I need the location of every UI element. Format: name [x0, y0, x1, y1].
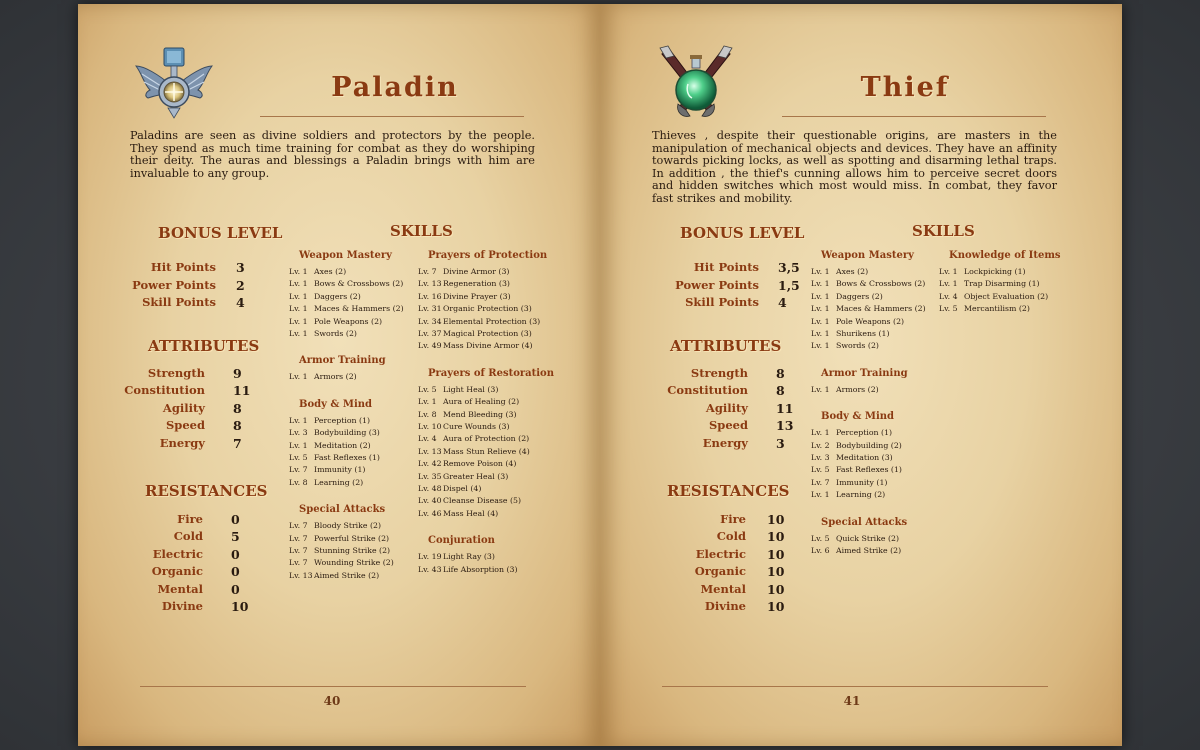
stat-row	[78, 277, 245, 295]
skill-name: Aura of Protection (2)	[443, 434, 530, 444]
skill-name: Trap Disarming (1)	[964, 279, 1040, 289]
stat-row	[600, 529, 785, 546]
stat-value: 13	[776, 418, 794, 434]
skill-level: Lv. 1	[289, 291, 308, 301]
skill-name: Mercantilism (2)	[964, 304, 1030, 314]
skill-name: Bloody Strike (2)	[314, 521, 382, 531]
skill-name: Mend Bleeding (3)	[443, 409, 517, 419]
skill-name: Axes (2)	[836, 267, 869, 276]
skill-level: Lv. 1	[289, 329, 308, 338]
skill-level: Lv. 7	[289, 521, 308, 531]
skill-level: Lv. 1	[289, 372, 308, 382]
stat-row	[78, 366, 242, 383]
skill-name: Lockpicking (1)	[964, 267, 1026, 276]
skill-name: Bodybuilding (3)	[314, 428, 380, 438]
stat-label: Divine	[161, 599, 203, 613]
skill-name: Mass Stun Relieve (4)	[443, 446, 530, 456]
skill-name: Immunity (1)	[314, 465, 366, 475]
skill-group-title: Weapon Mastery	[299, 250, 392, 261]
skill-name: Maces & Hammers (2)	[836, 304, 926, 314]
stat-label: Agility	[705, 400, 748, 415]
page-right	[600, 4, 1122, 746]
skill-level: Lv. 43	[418, 564, 442, 574]
skill-name: Learning (2)	[314, 477, 364, 487]
skills-heading: SKILLS	[912, 222, 975, 240]
skill-name: Mass Divine Armor (4)	[443, 341, 533, 351]
bonus-level-heading: BONUS LEVEL	[158, 224, 283, 242]
stat-row	[600, 546, 785, 564]
class-title: Paladin	[331, 72, 459, 103]
skill-level: Lv. 4	[418, 434, 437, 444]
skill-level: Lv. 7	[289, 546, 308, 555]
skill-level: Lv. 1	[811, 490, 830, 500]
stat-row	[78, 581, 240, 599]
skill-name: Greater Heal (3)	[443, 471, 509, 481]
skill-level: Lv. 1	[289, 267, 308, 276]
stat-row	[78, 546, 240, 564]
skill-level: Lv. 1	[939, 279, 958, 289]
stat-label: Mental	[157, 581, 203, 596]
stat-row	[78, 295, 245, 312]
skill-group-title: Armor Training	[299, 355, 386, 367]
stat-value: 10	[231, 599, 249, 614]
skill-name: Perception (1)	[314, 415, 371, 425]
stat-value: 10	[767, 529, 785, 545]
skill-level: Lv. 13	[418, 446, 442, 456]
stat-label: Cold	[716, 529, 746, 544]
crossed-daggers-potion-icon	[656, 44, 736, 124]
stat-label: Electric	[152, 546, 203, 561]
stat-value: 1,5	[778, 277, 800, 293]
stat-row	[600, 366, 785, 383]
skill-name: Aimed Strike (2)	[836, 546, 902, 555]
skill-name: Meditation (3)	[836, 453, 893, 462]
stat-label: Speed	[708, 418, 748, 433]
skill-level: Lv. 1	[811, 291, 830, 301]
stat-label: Strength	[690, 366, 748, 380]
stat-row	[600, 581, 785, 599]
skill-name: Pole Weapons (2)	[836, 316, 905, 326]
skill-name: Immunity (1)	[836, 477, 888, 487]
skill-name: Armors (2)	[836, 384, 879, 394]
stat-row	[78, 260, 245, 277]
skill-level: Lv. 1	[811, 384, 830, 394]
attributes-heading: ATTRIBUTES	[148, 337, 260, 355]
skill-name: Powerful Strike (2)	[314, 533, 390, 543]
stat-row	[600, 383, 785, 400]
skill-group-title: Armor Training	[821, 367, 908, 379]
skill-name: Organic Protection (3)	[443, 304, 532, 314]
stat-row	[78, 400, 242, 418]
skill-name: Elemental Protection (3)	[443, 316, 541, 326]
stat-value: 0	[231, 546, 240, 562]
stat-label: Skill Points	[142, 295, 216, 309]
stat-row	[600, 295, 787, 312]
stat-row	[600, 512, 785, 529]
stat-label: Energy	[702, 435, 748, 450]
skill-group-title: Special Attacks	[299, 504, 386, 516]
stat-value: 10	[767, 512, 785, 527]
skill-level: Lv. 34	[418, 316, 442, 326]
skill-level: Lv. 40	[418, 496, 442, 506]
stat-label: Constitution	[667, 383, 748, 398]
skill-group-title: Knowledge of Items	[949, 250, 1061, 261]
stat-label: Power Points	[132, 277, 216, 292]
page-number: 40	[323, 694, 341, 708]
stat-value: 4	[236, 295, 245, 310]
skill-level: Lv. 1	[418, 397, 437, 407]
skill-name: Bodybuilding (2)	[836, 440, 902, 450]
skill-level: Lv. 3	[811, 453, 830, 462]
skill-level: Lv. 7	[289, 533, 308, 543]
page-number: 41	[843, 694, 861, 708]
skill-name: Fast Reflexes (1)	[836, 465, 902, 475]
stat-label: Speed	[165, 418, 205, 433]
class-intro: Thieves , despite their questionable origins, are masters in the manipulation of mechanical objects and devices. They have an affinity towards picking locks, as well as spotting and disarming lethal traps. In addition , the thief's cunning allows him to perceive secret doors and hidden switches which most would miss. In combat, they favor fast strikes and mobility.	[652, 129, 1057, 205]
skill-level: Lv. 5	[939, 304, 958, 314]
stat-row	[78, 435, 242, 453]
stat-label: Fire	[177, 512, 203, 526]
stat-row	[78, 512, 240, 529]
bonus-level-heading: BONUS LEVEL	[680, 224, 805, 242]
skill-name: Light Heal (3)	[443, 384, 499, 394]
stat-value: 10	[767, 599, 785, 614]
skill-name: Daggers (2)	[836, 291, 883, 301]
skill-group-title: Prayers of Restoration	[428, 367, 554, 379]
stat-value: 3	[236, 260, 245, 275]
skill-level: Lv. 10	[418, 422, 442, 431]
skill-name: Light Ray (3)	[443, 552, 495, 562]
stat-row	[600, 599, 785, 616]
stat-value: 0	[231, 581, 240, 597]
stat-value: 9	[233, 366, 242, 381]
skill-name: Meditation (2)	[314, 440, 371, 450]
skill-group-title: Prayers of Protection	[428, 250, 548, 261]
skill-name: Mass Heal (4)	[443, 508, 499, 518]
skill-name: Axes (2)	[314, 267, 347, 276]
skill-name: Bows & Crossbows (2)	[314, 279, 404, 289]
skill-level: Lv. 49	[418, 341, 442, 351]
stat-value: 0	[231, 564, 240, 580]
skill-level: Lv. 3	[289, 428, 308, 438]
skill-name: Life Absorption (3)	[443, 564, 518, 574]
stat-value: 0	[231, 512, 240, 527]
skill-level: Lv. 37	[418, 329, 442, 338]
skill-level: Lv. 13	[289, 570, 313, 580]
skill-name: Divine Prayer (3)	[443, 291, 511, 301]
skill-name: Bows & Crossbows (2)	[836, 279, 926, 289]
stat-row	[78, 529, 240, 546]
stat-value: 4	[778, 295, 787, 310]
skill-level: Lv. 1	[289, 279, 308, 289]
resistances-heading: RESISTANCES	[145, 482, 268, 500]
skill-level: Lv. 7	[418, 267, 437, 276]
skill-level: Lv. 6	[811, 546, 830, 555]
skill-level: Lv. 31	[418, 304, 442, 314]
skill-level: Lv. 1	[811, 304, 830, 314]
stat-value: 2	[236, 277, 245, 293]
stat-label: Agility	[162, 400, 205, 415]
skills-heading: SKILLS	[390, 222, 453, 240]
resistances-heading: RESISTANCES	[667, 482, 790, 500]
open-book	[78, 4, 1122, 746]
stat-value: 5	[231, 529, 240, 545]
stat-row	[78, 599, 249, 616]
stat-value: 8	[233, 400, 242, 416]
page-left	[78, 4, 600, 746]
stat-label: Fire	[720, 512, 746, 526]
footer-rule	[662, 686, 1048, 687]
skill-name: Cleanse Disease (5)	[443, 496, 521, 506]
skill-level: Lv. 46	[418, 508, 442, 518]
stat-value: 3	[776, 435, 785, 451]
skill-name: Quick Strike (2)	[836, 533, 900, 543]
skill-level: Lv. 1	[811, 428, 830, 438]
skill-name: Learning (2)	[836, 490, 886, 500]
skill-name: Swords (2)	[314, 329, 357, 338]
stat-row	[600, 564, 785, 581]
skill-name: Wounding Strike (2)	[314, 558, 394, 568]
stat-row	[600, 418, 794, 435]
skill-name: Perception (1)	[836, 428, 893, 438]
stat-value: 8	[776, 383, 785, 399]
skill-level: Lv. 1	[289, 415, 308, 425]
skill-level: Lv. 1	[289, 304, 308, 314]
stat-row	[600, 277, 800, 295]
skill-level: Lv. 19	[418, 552, 442, 562]
skill-level: Lv. 1	[811, 279, 830, 289]
skill-group-title: Weapon Mastery	[821, 250, 914, 261]
skill-level: Lv. 13	[418, 279, 442, 289]
class-title: Thief	[860, 72, 950, 103]
skill-level: Lv. 7	[811, 477, 830, 487]
skill-name: Daggers (2)	[314, 291, 361, 301]
skill-name: Armors (2)	[314, 372, 357, 382]
skill-level: Lv. 7	[289, 558, 308, 568]
skill-name: Maces & Hammers (2)	[314, 304, 404, 314]
stat-row	[78, 418, 242, 435]
skill-name: Divine Armor (3)	[443, 267, 510, 276]
skill-level: Lv. 1	[939, 267, 958, 276]
skill-level: Lv. 7	[289, 465, 308, 475]
skill-name: Cure Wounds (3)	[443, 422, 510, 431]
skill-group-title: Special Attacks	[821, 516, 908, 528]
stat-value: 8	[776, 366, 785, 381]
stat-label: Strength	[147, 366, 205, 380]
title-rule	[782, 116, 1046, 117]
skill-level: Lv. 5	[418, 384, 437, 394]
skill-level: Lv. 48	[418, 484, 442, 493]
stat-row	[78, 383, 251, 400]
skill-level: Lv. 2	[811, 440, 830, 450]
skill-name: Remove Poison (4)	[443, 459, 517, 469]
stat-row	[600, 435, 785, 453]
stat-row	[600, 260, 800, 277]
skill-level: Lv. 1	[289, 316, 308, 326]
stat-value: 10	[767, 564, 785, 580]
stat-label: Electric	[695, 546, 746, 561]
skill-name: Shurikens (1)	[836, 329, 890, 338]
skill-level: Lv. 1	[289, 440, 308, 450]
stat-label: Constitution	[124, 383, 205, 398]
stat-label: Skill Points	[685, 295, 759, 309]
stat-value: 3,5	[778, 260, 800, 275]
skill-group-title: Conjuration	[428, 535, 495, 547]
stat-row	[600, 400, 794, 418]
skill-level: Lv. 35	[418, 471, 442, 481]
footer-rule	[140, 686, 526, 687]
title-rule	[260, 116, 524, 117]
skill-group-title: Body & Mind	[821, 411, 895, 423]
skill-level: Lv. 16	[418, 291, 442, 301]
skill-name: Aimed Strike (2)	[314, 570, 380, 580]
stat-label: Cold	[173, 529, 203, 544]
stat-value: 8	[233, 418, 242, 434]
stat-label: Hit Points	[150, 260, 216, 274]
skill-level: Lv. 1	[811, 341, 830, 351]
winged-shield-icon	[134, 44, 214, 124]
stat-value: 10	[767, 546, 785, 562]
skill-level: Lv. 4	[939, 291, 958, 301]
stat-label: Mental	[700, 581, 746, 596]
skill-level: Lv. 8	[418, 409, 437, 419]
skill-name: Regeneration (3)	[443, 279, 510, 289]
stat-label: Organic	[151, 564, 203, 579]
attributes-heading: ATTRIBUTES	[670, 337, 782, 355]
stat-label: Hit Points	[693, 260, 759, 274]
skill-level: Lv. 1	[811, 329, 830, 338]
stat-row	[78, 564, 240, 581]
stat-label: Divine	[704, 599, 746, 613]
skill-name: Swords (2)	[836, 341, 879, 351]
stat-value: 7	[233, 435, 242, 451]
skill-level: Lv. 42	[418, 459, 442, 469]
skill-level: Lv. 5	[811, 465, 830, 475]
skill-name: Dispel (4)	[443, 484, 482, 493]
skill-group-title: Body & Mind	[299, 398, 373, 410]
stat-label: Energy	[159, 435, 205, 450]
skill-level: Lv. 5	[289, 453, 308, 462]
class-intro: Paladins are seen as divine soldiers and protectors by the people. They spend as much time training for combat as they do worshiping their deity. The auras and blessings a Paladin brings with him are invaluable to any group.	[130, 129, 535, 180]
skill-name: Object Evaluation (2)	[964, 291, 1049, 301]
skill-name: Fast Reflexes (1)	[314, 453, 380, 462]
skill-level: Lv. 8	[289, 477, 308, 487]
stat-label: Power Points	[675, 277, 759, 292]
stat-value: 11	[233, 383, 251, 399]
skill-name: Aura of Healing (2)	[443, 397, 520, 407]
skill-name: Stunning Strike (2)	[314, 546, 391, 555]
stat-label: Organic	[694, 564, 746, 579]
stat-value: 10	[767, 581, 785, 597]
skill-level: Lv. 1	[811, 316, 830, 326]
skill-level: Lv. 5	[811, 533, 830, 543]
skill-name: Magical Protection (3)	[443, 329, 532, 338]
skill-name: Pole Weapons (2)	[314, 316, 383, 326]
stat-value: 11	[776, 400, 794, 416]
skill-level: Lv. 1	[811, 267, 830, 276]
